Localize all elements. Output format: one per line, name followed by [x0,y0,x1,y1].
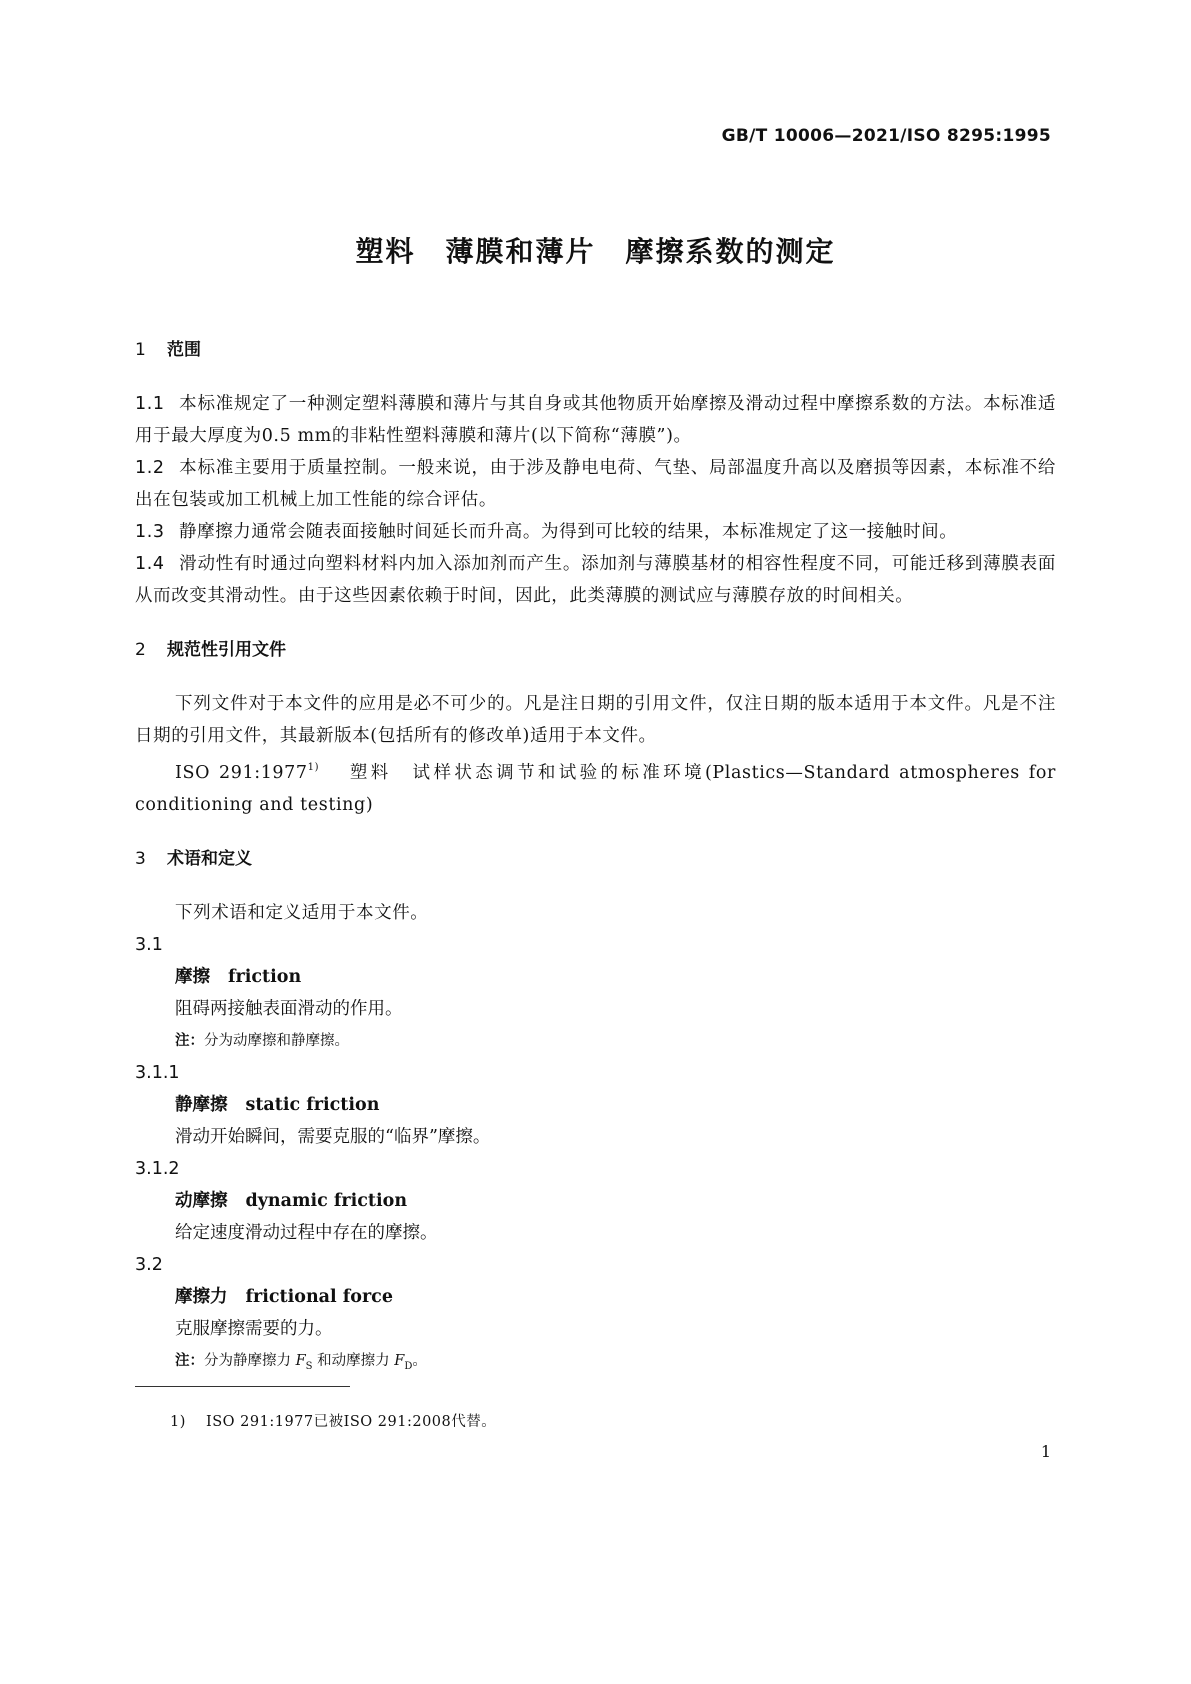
clause-text: 滑动性有时通过向塑料材料内加入添加剂而产生。添加剂与薄膜基材的相容性程度不同，可能迁移到薄膜表面从而改变其滑动性。由于这些因素依赖于时间，因此，此类薄膜的测试应与薄膜存放的时间相关。 [135,554,1056,606]
reference-title-en: (Plastics—Standard atmospheres for conditioning and testing) [135,763,1056,815]
clause-text: 静摩擦力通常会随表面接触时间延长而升高。为得到可比较的结果，本标准规定了这一接触时间。 [179,522,958,542]
clause-number: 1.2 [135,458,165,478]
term-definition: 滑动开始瞬间，需要克服的“临界”摩擦。 [175,1127,491,1147]
references-intro: 下列文件对于本文件的应用是必不可少的。凡是注日期的引用文件，仅注日期的版本适用于本文件。凡是不注日期的引用文件，其最新版本(包括所有的修改单)适用于本文件。 [135,694,1056,746]
term-zh: 摩擦 [175,967,210,987]
clause-1-1 [135,388,1056,452]
section-heading-scope [135,334,1056,366]
term-zh: 静摩擦 [175,1095,228,1115]
reference-title-zh: 塑料 试样状态调节和试验的标准环境 [347,763,705,783]
clause-1-3 [135,516,1056,548]
note-text: 分为动摩擦和静摩擦。 [204,1033,349,1049]
term-zh: 动摩擦 [175,1191,228,1211]
standard-code: GB/T 10006—2021/ISO 8295:1995 [721,126,1051,146]
term-note [175,1345,1056,1383]
section-title: 范围 [167,340,201,360]
note-label: 注： [175,1353,204,1369]
page-number: 1 [1040,1442,1051,1461]
clause-1-4 [135,548,1056,612]
symbol-f-static: F [295,1353,306,1369]
term-definition: 给定速度滑动过程中存在的摩擦。 [175,1223,438,1243]
term-number: 3.2 [135,1255,163,1275]
clause-text: 本标准主要用于质量控制。一般来说，由于涉及静电电荷、气垫、局部温度升高以及磨损等因素，本标准不给出在包装或加工机械上加工性能的综合评估。 [135,458,1056,510]
term-en: dynamic friction [245,1191,408,1211]
term-en: frictional force [245,1287,393,1307]
term-entry-static-friction [175,1089,1056,1121]
clause-number: 1.3 [135,522,165,542]
symbol-f-dynamic: F [394,1353,405,1369]
reference-code: ISO 291:1977 [175,763,308,783]
note-text-pre: 分为静摩擦力 [204,1353,291,1369]
section-number: 1 [135,340,146,360]
term-definition: 克服摩擦需要的力。 [175,1319,333,1339]
section-number: 3 [135,849,146,869]
term-number: 3.1.1 [135,1063,180,1083]
term-note [175,1025,1056,1057]
section-heading-terms [135,843,1056,875]
term-definition: 阻碍两接触表面滑动的作用。 [175,999,403,1019]
term-entry-dynamic-friction [175,1185,1056,1217]
term-en: static friction [245,1095,380,1115]
terms-intro: 下列术语和定义适用于本文件。 [175,903,429,923]
footnote-text: ISO 291:1977已被ISO 291:2008代替。 [206,1414,497,1430]
section-title: 规范性引用文件 [167,640,286,660]
clause-1-2 [135,452,1056,516]
clause-number: 1.4 [135,554,165,574]
footnote-marker: 1) [307,762,320,773]
document-title: 塑料 薄膜和薄片 摩擦系数的测定 [355,235,836,268]
clause-number: 1.1 [135,394,165,414]
subscript-s: S [305,1360,313,1372]
note-label: 注： [175,1033,204,1049]
clause-text: 本标准规定了一种测定塑料薄膜和薄片与其自身或其他物质开始摩擦及滑动过程中摩擦系数的方法。本标准适用于最大厚度为0.5 mm的非粘性塑料薄膜和薄片(以下简称“薄膜”)。 [135,394,1056,446]
subscript-d: D [404,1360,413,1372]
reference-iso-291 [135,752,1056,821]
term-en: friction [228,967,302,987]
term-number: 3.1 [135,935,163,955]
section-number: 2 [135,640,146,660]
footnote-divider [135,1386,350,1387]
term-number: 3.1.2 [135,1159,180,1179]
footnote-number: 1) [170,1414,186,1430]
section-heading-normative-references [135,634,1056,666]
term-entry-friction [175,961,1056,993]
section-title: 术语和定义 [167,849,252,869]
footnote [170,1410,496,1431]
term-zh: 摩擦力 [175,1287,228,1307]
term-entry-frictional-force [175,1281,1056,1313]
document-body [135,334,1056,1383]
note-text-mid: 和动摩擦力 [317,1353,390,1369]
note-text-post: 。 [412,1353,427,1369]
